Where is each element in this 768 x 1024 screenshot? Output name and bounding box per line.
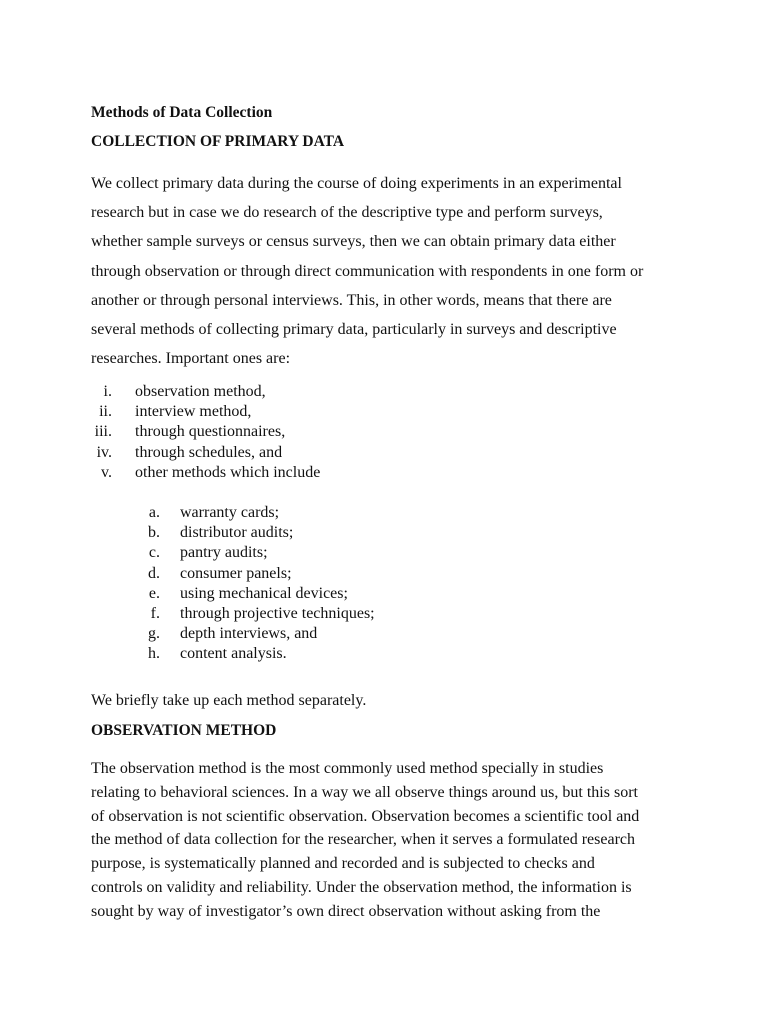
- list-item-text: through schedules, and: [135, 443, 283, 461]
- list-item-text: pantry audits;: [180, 544, 268, 562]
- paragraph-line: researches. Important ones are:: [91, 350, 291, 368]
- paragraph-line: several methods of collecting primary data, particularly in surveys and descriptive: [91, 320, 617, 338]
- list-item-text: consumer panels;: [180, 564, 292, 582]
- list-marker: iv.: [96, 443, 112, 461]
- list-marker: a.: [148, 504, 160, 521]
- list-item-text: through projective techniques;: [180, 604, 375, 622]
- paragraph-line: another or through personal interviews. This, in other words, means that there are: [91, 291, 612, 309]
- list-marker: v.: [101, 463, 112, 481]
- list-marker: ii.: [99, 403, 112, 421]
- observation-method-heading: OBSERVATION METHOD: [91, 722, 277, 739]
- primary-data-heading: COLLECTION OF PRIMARY DATA: [91, 133, 345, 150]
- paragraph-line: controls on validity and reliability. Under the observation method, the information is: [91, 878, 632, 896]
- list-item-text: content analysis.: [180, 645, 287, 663]
- summary-sentence: We briefly take up each method separately.: [91, 692, 367, 709]
- observation-paragraph: [91, 757, 691, 924]
- paragraph-line: of observation is not scientific observation. Observation becomes a scientific tool and: [91, 807, 640, 825]
- list-marker: c.: [148, 544, 160, 562]
- intro-paragraph: [91, 169, 691, 373]
- paragraph-line: relating to behavioral sciences. In a way we all observe things around us, but this sort: [91, 783, 638, 801]
- list-item-text: warranty cards;: [180, 504, 280, 521]
- paragraph-line: The observation method is the most commonly used method specially in studies: [91, 760, 604, 777]
- paragraph-line: purpose, is systematically planned and recorded and is subjected to checks and: [91, 855, 595, 873]
- document-title: Methods of Data Collection: [91, 104, 273, 121]
- list-item-text: using mechanical devices;: [180, 584, 348, 602]
- list-item-text: other methods which include: [135, 463, 321, 481]
- paragraph-line: sought by way of investigator’s own direct observation without asking from the: [91, 902, 601, 920]
- list-item-text: observation method,: [135, 383, 266, 400]
- list-item-text: interview method,: [135, 403, 252, 421]
- list-item-text: distributor audits;: [180, 524, 294, 542]
- paragraph-line: through observation or through direct communication with respondents in one form or: [91, 262, 644, 280]
- list-marker: b.: [148, 524, 160, 542]
- paragraph-line: the method of data collection for the researcher, when it serves a formulated research: [91, 831, 635, 849]
- list-marker: h.: [148, 645, 160, 663]
- list-marker: f.: [150, 604, 160, 622]
- list-item-text: depth interviews, and: [180, 625, 318, 643]
- list-marker: iii.: [94, 423, 112, 441]
- list-marker: e.: [148, 584, 160, 602]
- list-marker: d.: [148, 564, 160, 582]
- list-marker: i.: [103, 383, 112, 400]
- paragraph-line: We collect primary data during the course of doing experiments in an experimental: [91, 175, 622, 192]
- paragraph-line: whether sample surveys or census surveys, then we can obtain primary data either: [91, 233, 616, 251]
- list-marker: g.: [148, 625, 160, 643]
- list-item-text: through questionnaires,: [135, 423, 286, 441]
- paragraph-line: research but in case we do research of the descriptive type and perform surveys,: [91, 204, 603, 222]
